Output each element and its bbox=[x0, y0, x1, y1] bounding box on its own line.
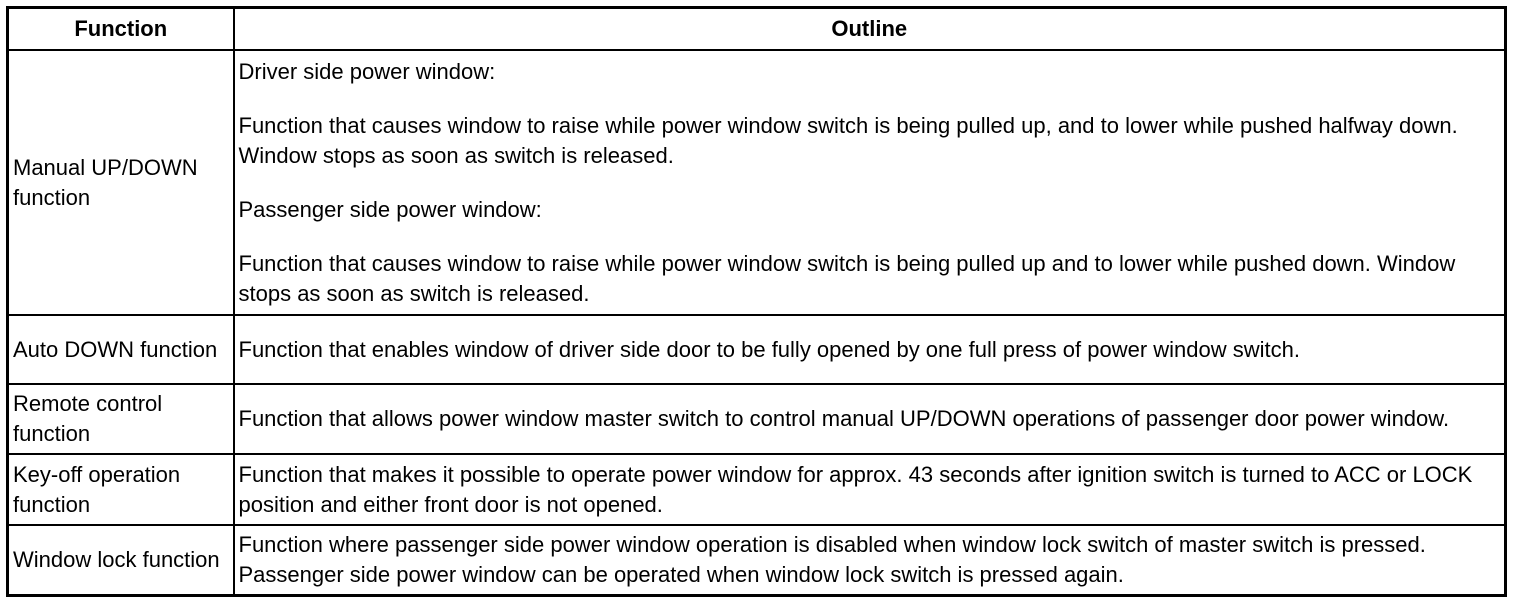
outline-paragraph: Function that causes window to raise while power window switch is being pulled up and to lower while pushed down. Window stops as soon as switch is released. bbox=[238, 250, 1456, 306]
table-row bbox=[8, 315, 1506, 384]
outline-cell bbox=[234, 384, 1506, 454]
outline-cell bbox=[234, 50, 1506, 315]
outline-paragraph: Function that makes it possible to operate power window for approx. 43 seconds after ignition switch is turned to ACC or LOCK position and either front door is not opened. bbox=[238, 461, 1473, 517]
table-row bbox=[8, 454, 1506, 525]
column-header-function: Function bbox=[8, 8, 234, 51]
outline-cell bbox=[234, 454, 1506, 525]
table-row bbox=[8, 384, 1506, 454]
outline-paragraph: Function that allows power window master switch to control manual UP/DOWN operations of passenger door power window. bbox=[238, 406, 1450, 431]
outline-paragraph: Driver side power window: bbox=[238, 58, 496, 84]
outline-cell bbox=[234, 315, 1506, 384]
column-header-outline: Outline bbox=[234, 8, 1506, 51]
outline-paragraph: Function that causes window to raise while power window switch is being pulled up, and to lower while pushed halfway down. Window stops as soon as switch is released. bbox=[238, 112, 1458, 168]
power-window-function-table bbox=[6, 6, 1507, 597]
header-row bbox=[8, 8, 1506, 51]
outline-paragraph: Function where passenger side power window operation is disabled when window lock switch of master switch is pressed. Passenger side power window can be operated when window lock switch is pressed again. bbox=[238, 531, 1426, 587]
function-cell: Remote control function bbox=[8, 384, 234, 454]
function-cell: Key-off operation function bbox=[8, 454, 234, 525]
table-row bbox=[8, 525, 1506, 595]
table-row bbox=[8, 50, 1506, 315]
outline-paragraph: Function that enables window of driver side door to be fully opened by one full press of power window switch. bbox=[238, 336, 1300, 362]
function-cell: Window lock function bbox=[8, 525, 234, 595]
function-cell: Manual UP/DOWN function bbox=[8, 50, 234, 315]
function-cell: Auto DOWN function bbox=[8, 315, 234, 384]
outline-cell bbox=[234, 525, 1506, 595]
outline-paragraph: Passenger side power window: bbox=[238, 196, 542, 222]
